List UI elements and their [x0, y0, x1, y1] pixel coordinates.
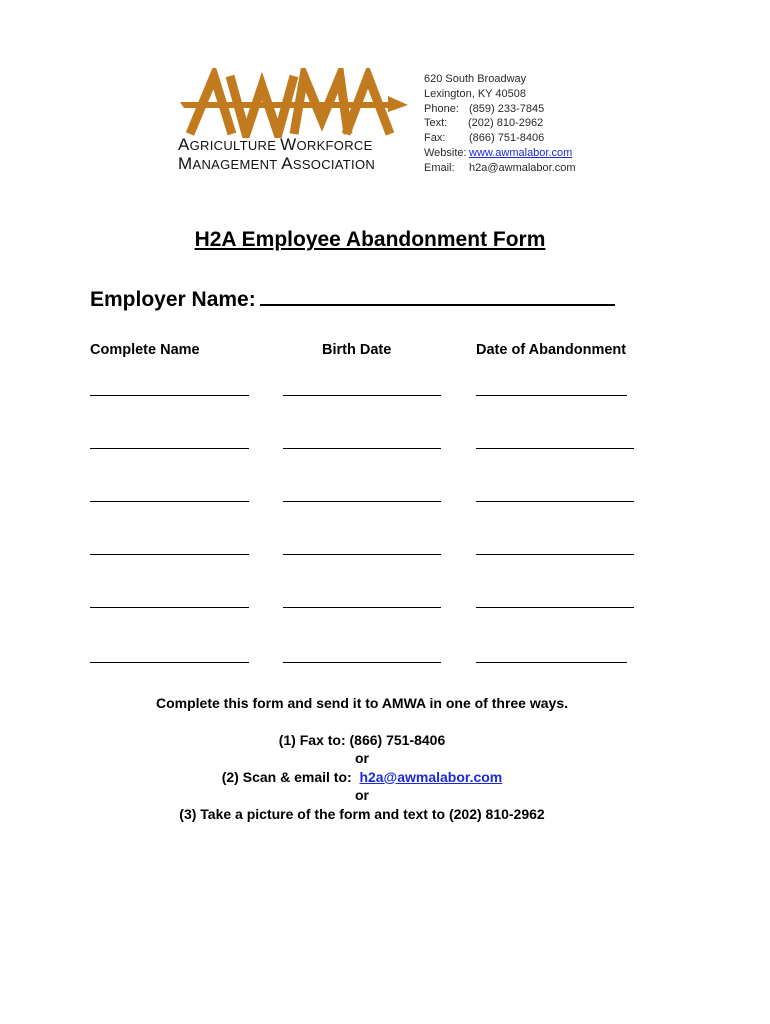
birth-date-blank-row-3[interactable]	[283, 501, 441, 502]
employer-name-field[interactable]	[90, 284, 615, 312]
name-blank-row-4[interactable]	[90, 554, 249, 555]
name-blank-row-5[interactable]	[90, 607, 249, 608]
or-separator-1: or	[355, 750, 369, 766]
text-row	[424, 116, 576, 131]
birth-date-blank-row-1[interactable]	[283, 395, 441, 396]
website-label: Website:	[424, 146, 467, 159]
logo-subtitle-line2: MANAGEMENT ASSOCIATION	[178, 154, 376, 173]
abandonment-date-blank-row-5[interactable]	[476, 607, 634, 608]
email-value: h2a@awmalabor.com	[469, 161, 576, 174]
abandonment-date-blank-row-3[interactable]	[476, 501, 634, 502]
address-line2: Lexington, KY 40508	[424, 87, 526, 100]
abandonment-date-blank-row-1[interactable]	[476, 395, 627, 396]
website-row	[424, 146, 576, 161]
fax-label: Fax:	[424, 132, 446, 145]
address-line1: 620 South Broadway	[424, 73, 527, 85]
phone-value: (859) 233-7845	[469, 102, 545, 115]
logo-subtitle-line1: AGRICULTURE WORKFORCE	[178, 135, 373, 154]
option-email-prefix: (2) Scan & email to:	[221, 768, 352, 785]
employer-name-label: Employer Name:	[90, 288, 256, 311]
email-label: Email:	[424, 161, 455, 174]
fax-row	[424, 131, 576, 146]
column-header-complete-name: Complete Name	[90, 342, 200, 358]
submission-instructions	[0, 694, 724, 823]
option-email	[0, 768, 724, 787]
birth-date-blank-row-6[interactable]	[283, 662, 441, 663]
abandonment-date-blank-row-4[interactable]	[476, 554, 634, 555]
birth-date-blank-row-4[interactable]	[283, 554, 441, 555]
form-title: H2A Employee Abandonment Form	[194, 228, 546, 251]
birth-date-blank-row-2[interactable]	[283, 448, 441, 449]
website-link[interactable]: www.awmalabor.com	[469, 146, 573, 159]
abandonment-date-blank-row-2[interactable]	[476, 448, 634, 449]
column-header-date-of-abandonment: Date of Abandonment	[476, 342, 627, 358]
awma-logo	[176, 68, 408, 178]
option-fax: (1) Fax to: (866) 751-8406	[278, 731, 446, 748]
name-blank-row-1[interactable]	[90, 395, 249, 396]
employer-name-blank[interactable]	[260, 284, 615, 306]
name-blank-row-3[interactable]	[90, 501, 249, 502]
name-blank-row-2[interactable]	[90, 448, 249, 449]
contact-block	[424, 72, 576, 176]
awma-wordmark-graphic	[176, 68, 408, 138]
phone-row	[424, 102, 576, 117]
instructions-intro: Complete this form and send it to AMWA in one of three ways.	[156, 695, 568, 711]
option-email-link[interactable]: h2a@awmalabor.com	[359, 768, 503, 785]
or-separator-2: or	[355, 787, 369, 803]
name-blank-row-6[interactable]	[90, 662, 249, 663]
option-text: (3) Take a picture of the form and text to (202) 810-2962	[179, 805, 545, 822]
text-value: (202) 810-2962	[468, 117, 544, 130]
birth-date-blank-row-5[interactable]	[283, 607, 441, 608]
fax-value: (866) 751-8406	[469, 132, 545, 145]
text-label: Text:	[424, 117, 448, 130]
abandonment-date-blank-row-6[interactable]	[476, 662, 627, 663]
column-header-birth-date: Birth Date	[322, 342, 392, 358]
email-row	[424, 161, 576, 176]
phone-label: Phone:	[424, 102, 459, 115]
